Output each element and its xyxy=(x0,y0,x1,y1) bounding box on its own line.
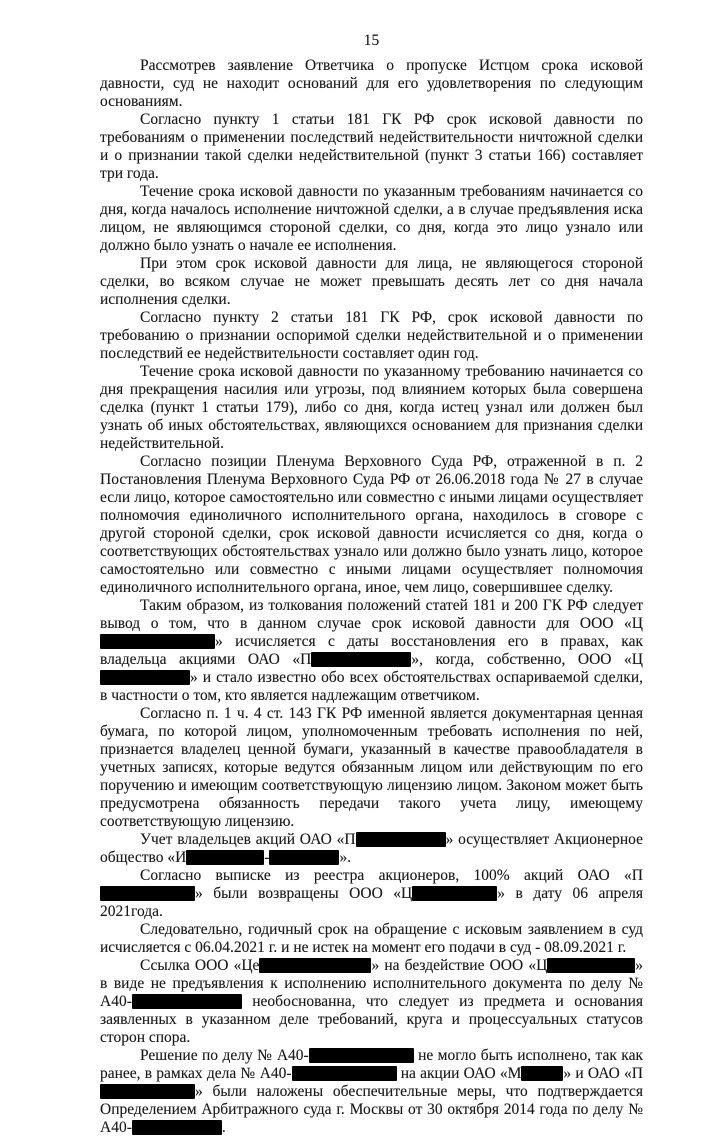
paragraph: Согласно выписке из реестра акционеров, 100% акций ОАО «П» были возвращены ООО «Ц » в дату 06 апреля 2021года. xyxy=(100,867,643,920)
paragraph: Ссылка ООО «Це » на бездействие ООО «Ц » в виде не предъявления к исполнению исполнительного документа по делу № А40- необоснованна, что следует из предмета и основания заявленных в указанном деле требований, круга и процессуальных статусов сторон спора. xyxy=(100,957,644,1046)
redaction-bar xyxy=(309,1048,414,1063)
redaction-bar xyxy=(311,652,411,667)
redaction-bar xyxy=(100,886,195,901)
redaction-bar xyxy=(356,832,446,847)
paragraph: Течение срока исковой давности по указанному требованию начинается со дня прекращения насилия или угрозы, под влиянием которых была совершена сделка (пункт 1 статьи 179), либо со дня, когда истец узнал или должен был узнать об иных обстоятельствах, являющихся основанием для признания сделки недействительной. xyxy=(100,363,643,452)
redaction-bar xyxy=(259,958,371,973)
paragraph: Решение по делу № А40- не могло быть исполнено, так как ранее, в рамках дела № А40- на акции ОАО «М » и ОАО «П» были наложены обеспечительные меры, что подтверждается Определением Арбитражного суда г. Москвы от 30 октября 2014 года по делу № А40- . xyxy=(100,1047,644,1136)
paragraph: Учет владельцев акций ОАО «П » осуществляет Акционерное общество «И - ». xyxy=(100,831,643,866)
paragraph: Таким образом, из толкования положений статей 181 и 200 ГК РФ следует вывод о том, что в данном случае срок исковой давности для ООО «Ц» исчисляется с даты восстановления его в правах, как владельца акциями ОАО «П », когда, собственно, ООО «Ц» и стало известно обо всех обстоятельствах оспариваемой сделки, в частности о том, кто является надлежащим ответчиком. xyxy=(100,597,643,704)
paragraph: Согласно позиции Пленума Верховного Суда РФ, отраженной в п. 2 Постановления Пленума Верховного Суда РФ от 26.06.2018 года № 27 в случае если лицо, которое самостоятельно или совместно с иными лицами осуществляет полномочия единоличного исполнительного органа, находилось в сговоре с другой стороной сделки, срок исковой давности исчисляется со дня, когда о соответствующих обстоятельствах узнало или должно было узнать лицо, которое самостоятельно или совместно с иными лицами осуществляет полномочия единоличного исполнительного органа, иное, чем лицо, совершившее сделку. xyxy=(100,453,643,596)
redaction-bar xyxy=(132,994,242,1009)
document-body xyxy=(100,57,643,1137)
page-number: 15 xyxy=(363,32,380,49)
paragraph: Согласно пункту 2 статьи 181 ГК РФ, срок исковой давности по требованию о признании оспоримой сделки недействительной и о применении последствий ее недействительности составляет один год. xyxy=(100,309,643,362)
redaction-bar xyxy=(100,1084,195,1099)
redaction-bar xyxy=(412,886,497,901)
redaction-bar xyxy=(100,670,190,685)
redaction-bar xyxy=(547,958,635,973)
paragraph: Согласно пункту 1 статьи 181 ГК РФ срок исковой давности по требованиям о применении последствий недействительности ничтожной сделки и о признании такой сделки недействительной (пункт 3 статьи 166) составляет три года. xyxy=(100,111,643,182)
redaction-bar xyxy=(100,634,215,649)
paragraph: Согласно п. 1 ч. 4 ст. 143 ГК РФ именной является документарная ценная бумага, по которой лицом, уполномоченным требовать исполнения по ней, признается владелец ценной бумаги, указанный в качестве правообладателя в учетных записях, которые ведутся обязанным лицом или действующим по его поручению и имеющим соответствующую лицензию лицом. Законом может быть предусмотрена обязанность передачи такого учета лицу, имеющему соответствующую лицензию. xyxy=(100,705,643,830)
redaction-bar xyxy=(132,1120,222,1135)
paragraph: Течение срока исковой давности по указанным требованиям начинается со дня, когда началось исполнение ничтожной сделки, а в случае предъявления иска лицом, не являющимся стороной сделки, со дня, когда это лицо узнало или должно было узнать о начале ее исполнения. xyxy=(100,183,643,254)
paragraph: Рассмотрев заявление Ответчика о пропуске Истцом срока исковой давности, суд не находит оснований для его удовлетворения по следующим основаниям. xyxy=(100,57,643,110)
redaction-bar xyxy=(186,850,264,865)
redaction-bar xyxy=(292,1066,397,1081)
paragraph: При этом срок исковой давности для лица, не являющегося стороной сделки, во всяком случае не может превышать десять лет со дня начала исполнения сделки. xyxy=(100,255,643,308)
redaction-bar xyxy=(269,850,339,865)
redaction-bar xyxy=(521,1066,563,1081)
paragraph: Следовательно, годичный срок на обращение с исковым заявлением в суд исчисляется с 06.04.2021 г. и не истек на момент его подачи в суд - 08.09.2021 г. xyxy=(100,921,643,956)
